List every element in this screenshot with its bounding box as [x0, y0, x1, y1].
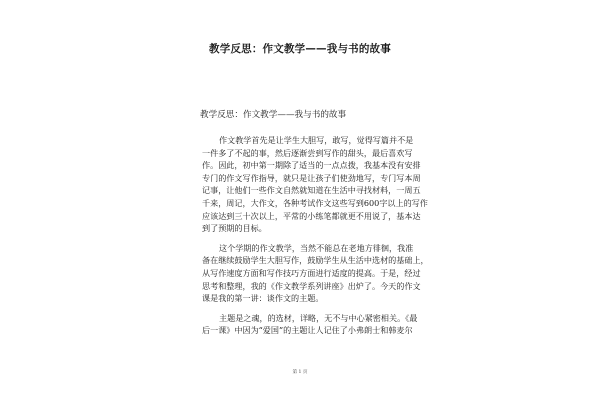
text-line: 从写作速度方面和写作技巧方面进行适度的提高。于是，经过: [202, 267, 421, 278]
paragraph-gap: [202, 305, 402, 312]
text-line: 作文教学首先是让学生大胆写，敢写，觉得写篇并不是: [219, 135, 414, 145]
text-line: 思考和整理，我的《作文教学系列讲座》出炉了。今天的作文: [202, 280, 421, 291]
text-line: 后一课》中因为“爱国”的主题让人记住了小弗朗士和韩麦尔: [202, 325, 413, 336]
text-line: 记事，让他们一些作文自然就知道在生活中寻找材料，一周五: [202, 185, 421, 196]
article-subtitle: 教学反思：作文教学——我与书的故事: [200, 110, 347, 120]
document-title: 教学反思：作文教学——我与书的故事: [209, 43, 391, 55]
text-line: 这个学期的作文教学，当然不能总在老地方徘徊，我准: [219, 242, 414, 253]
paragraph-gap: [202, 235, 402, 242]
text-line: 专门的作文写作指导，就只是让孩子们使劲地写，专门写本周: [202, 172, 421, 183]
text-line: 应该达到三十次以上，平常的小练笔都就更不用说了，基本达: [202, 210, 421, 221]
text-line: 作。因此，初中第一期除了适当的一点点拨，我基本没有安排: [202, 160, 421, 171]
paragraph-3: [202, 312, 418, 337]
text-line: 到了预期的目标。: [202, 223, 267, 234]
paragraph-2: [202, 242, 429, 305]
text-line: 备在继续鼓励学生大胆写作，鼓励学生从生活中选材的基础上，: [202, 255, 429, 266]
page-number: 第 1 页: [292, 370, 308, 375]
paragraph-1: [202, 134, 428, 235]
text-line: 千来，周记，大作文，各种考试作文这些写到600字以上的写作: [202, 197, 428, 208]
text-line: 一件多了不起的事，然后逐渐尝到写作的甜头，最后喜欢写: [202, 147, 413, 158]
text-line: 主题是之魂，的选材，详略，无不与中心紧密相关。《最: [219, 312, 418, 323]
article-body: [202, 134, 429, 337]
text-line: 课是我的第一讲：谈作文的主题。: [202, 293, 324, 304]
